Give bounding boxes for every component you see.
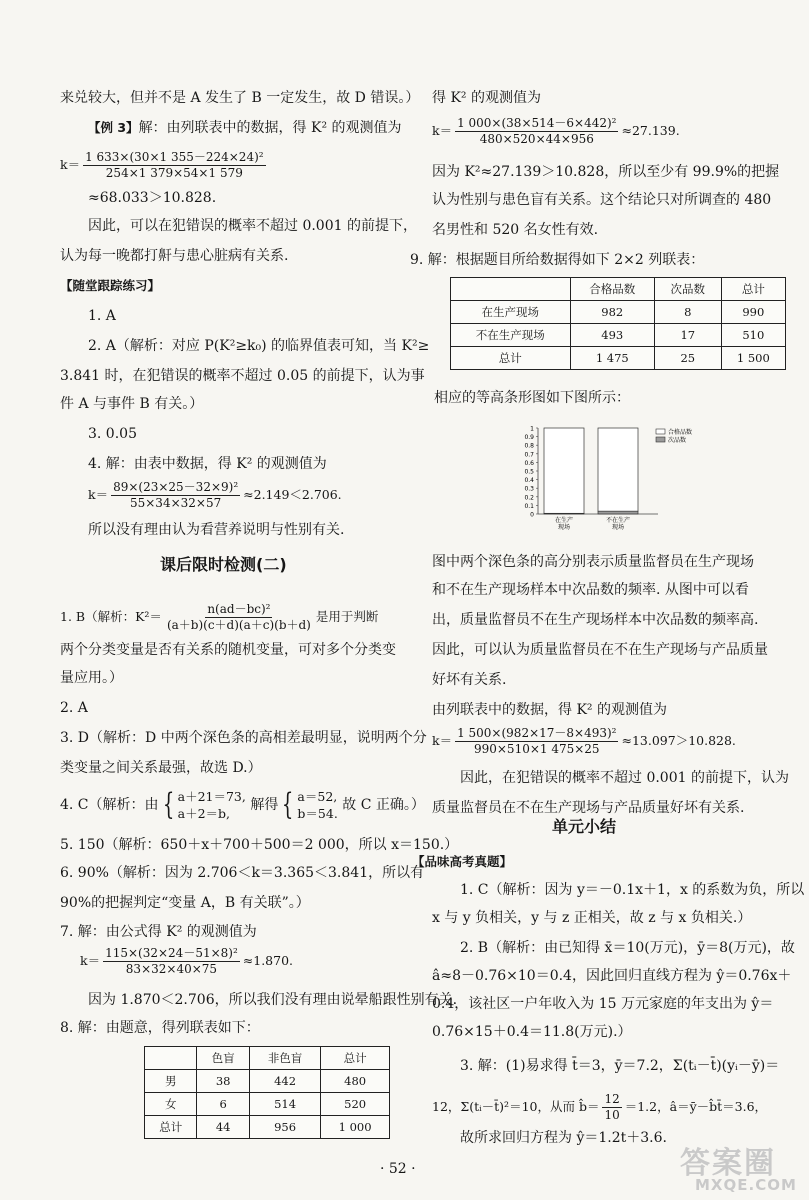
numerator: 1 000×(38×514－6×442)² bbox=[457, 116, 617, 130]
text-line: 因此，可以在犯错误的概率不超过 0.001 的前提下， bbox=[88, 218, 417, 234]
question-4 bbox=[60, 788, 425, 822]
table-cell: 956 bbox=[249, 1116, 320, 1139]
table-cell: 男 bbox=[145, 1070, 197, 1093]
contingency-table-8 bbox=[144, 1046, 390, 1139]
table-cell: 510 bbox=[721, 324, 785, 347]
table-cell: 38 bbox=[197, 1070, 249, 1093]
text-line: 类变量之间关系最强，故选 D.） bbox=[60, 760, 262, 776]
denominator: 480×520×44×956 bbox=[479, 132, 594, 146]
table-header-cell: 非色盲 bbox=[249, 1047, 320, 1070]
table-cell: 982 bbox=[570, 301, 654, 324]
table-cell: 480 bbox=[321, 1070, 390, 1093]
q1-tail: 是用于判断 bbox=[315, 609, 379, 624]
bar-segment bbox=[598, 511, 638, 514]
legend-label: 次品数 bbox=[668, 437, 687, 444]
question-2: 2. A bbox=[60, 700, 88, 716]
table-row bbox=[145, 1070, 390, 1093]
category-label: 现场 bbox=[611, 524, 625, 531]
answer-3: 3. 0.05 bbox=[88, 426, 137, 442]
table-header-cell: 色盲 bbox=[197, 1047, 249, 1070]
equation: a＋21＝73, bbox=[177, 789, 246, 804]
numerator: 12 bbox=[604, 1092, 620, 1106]
table-cell: 不在生产现场 bbox=[451, 324, 571, 347]
table-cell: 990 bbox=[721, 301, 785, 324]
table-cell: 25 bbox=[654, 347, 721, 370]
text-line: 3.841 时，在犯错误的概率不超过 0.05 的前提下，认为事 bbox=[60, 368, 425, 384]
category-label: 在生产 bbox=[554, 517, 574, 524]
table-cell: 在生产现场 bbox=[451, 301, 571, 324]
table-cell: 女 bbox=[145, 1093, 197, 1116]
denominator: 990×510×1 475×25 bbox=[473, 742, 600, 756]
table-cell: 514 bbox=[249, 1093, 320, 1116]
question-7: 7. 解：由公式得 K² 的观测值为 bbox=[60, 924, 257, 940]
text-line: 好坏有关系. bbox=[432, 672, 507, 688]
answer-2: 2. A（解析：对应 P(K²≥k₀) 的临界值表可知，当 K²≥ bbox=[88, 338, 430, 354]
text-line: 得 K² 的观测值为 bbox=[432, 90, 541, 106]
text-line: x 与 y 负相关，y 与 z 正相关，故 z 与 x 负相关.） bbox=[432, 910, 752, 926]
text-line: 两个分类变量是否有关系的随机变量，可对多个分类变 bbox=[60, 642, 396, 658]
denominator: 10 bbox=[604, 1108, 620, 1122]
q4-label: 4. C（解析：由 bbox=[60, 797, 159, 813]
y-tick-label: 0.4 bbox=[524, 477, 534, 485]
example-tag: 【例 3】 bbox=[88, 120, 139, 135]
text-line: 图中两个深色条的高分别表示质量监督员在生产现场 bbox=[432, 554, 754, 570]
denominator: 55×34×32×57 bbox=[129, 496, 222, 510]
text-line: 件 A 与事件 B 有关。） bbox=[60, 396, 204, 412]
formula-result: ≈2.149＜2.706. bbox=[243, 487, 342, 502]
formula-result: ≈68.033＞10.828. bbox=[88, 190, 217, 206]
table-row bbox=[145, 1116, 390, 1139]
table-header-cell: 次品数 bbox=[654, 278, 721, 301]
text-line: 90%的把握判定“变量 A，B 有关联”。） bbox=[60, 895, 310, 911]
question-3: 3. D（解析：D 中两个深色条的高相差最明显，说明两个分 bbox=[60, 730, 427, 746]
chart-intro: 相应的等高条形图如下图所示： bbox=[434, 390, 630, 406]
fraction bbox=[111, 480, 240, 511]
fraction bbox=[103, 946, 240, 977]
y-tick-label: 0.2 bbox=[524, 494, 534, 502]
numerator: 1 500×(982×17－8×493)² bbox=[457, 726, 617, 740]
text-line: 0.4，该社区一户年收入为 15 万元家庭的年支出为 ŷ＝ bbox=[432, 996, 774, 1012]
table-header-row bbox=[145, 1047, 390, 1070]
formula-p4 bbox=[88, 480, 342, 511]
y-tick-label: 0.1 bbox=[524, 502, 534, 510]
table-cell: 493 bbox=[570, 324, 654, 347]
q4-tail: 故 C 正确。） bbox=[342, 797, 425, 813]
text-line: 和不在生产现场样本中次品数的频率. 从图中可以看 bbox=[432, 582, 749, 598]
gaokao-3: 3. 解：(1)易求得 t̄＝3，ȳ＝7.2，Σ(tᵢ－t̄)(yᵢ－ȳ)＝ bbox=[460, 1058, 780, 1074]
equation-system bbox=[178, 788, 246, 822]
y-tick-label: 0.3 bbox=[524, 485, 534, 493]
legend-swatch bbox=[656, 437, 665, 442]
table-header-cell bbox=[451, 278, 571, 301]
table-cell: 8 bbox=[654, 301, 721, 324]
question-9: 9. 解：根据题目所给数据得如下 2×2 列联表： bbox=[410, 252, 705, 268]
bar-segment bbox=[544, 428, 584, 513]
y-tick-label: 1 bbox=[530, 425, 534, 433]
section-title: 课后限时检测(二) bbox=[160, 555, 287, 574]
table-header-cell: 总计 bbox=[321, 1047, 390, 1070]
formula-r1 bbox=[432, 116, 680, 147]
stacked-bar-chart bbox=[508, 418, 713, 538]
text-line: 认为每一晚都打鼾与患心脏病有关系. bbox=[60, 248, 289, 264]
table-header-cell: 总计 bbox=[721, 278, 785, 301]
category-label: 不在生产 bbox=[605, 517, 631, 524]
watermark-url: MXQE.COM bbox=[695, 1176, 797, 1194]
table-cell: 1 475 bbox=[570, 347, 654, 370]
numerator: 1 633×(30×1 355－224×24)² bbox=[85, 150, 264, 164]
table-row bbox=[145, 1093, 390, 1116]
y-tick-label: 0.9 bbox=[524, 434, 534, 442]
y-tick-label: 0 bbox=[530, 511, 534, 519]
text-line: 故所求回归方程为 ŷ＝1.2t＋3.6. bbox=[460, 1130, 667, 1146]
table-cell: 17 bbox=[654, 324, 721, 347]
text-line: 出，质量监督员不在生产现场样本中次品数的频率高. bbox=[432, 612, 759, 628]
y-tick-label: 0.8 bbox=[524, 442, 534, 450]
y-tick-label: 0.6 bbox=[524, 459, 534, 467]
numerator: 115×(32×24－51×8)² bbox=[105, 946, 238, 960]
denominator: 254×1 379×54×1 579 bbox=[105, 166, 243, 180]
table-row bbox=[451, 301, 786, 324]
fraction bbox=[455, 116, 618, 147]
fraction bbox=[83, 150, 266, 181]
formula-q7 bbox=[80, 946, 293, 977]
text-line: 来兑较大，但并不是 A 发生了 B 一定发生，故 D 错误。） bbox=[60, 90, 420, 106]
formula-k: k＝ bbox=[88, 487, 109, 502]
section-tag bbox=[412, 852, 512, 872]
gaokao-2: 2. B（解析：由已知得 x̄＝10(万元)，ȳ＝8(万元)，故 bbox=[460, 940, 795, 956]
formula-k: k＝ bbox=[60, 157, 81, 172]
numerator: 89×(23×25－32×9)² bbox=[113, 480, 239, 494]
formula-k: k＝ bbox=[80, 953, 101, 968]
q4-mid: 解得 bbox=[250, 797, 279, 813]
text-line: 由列联表中的数据，得 K² 的观测值为 bbox=[432, 702, 667, 718]
q1-label: 1. B（解析：K²＝ bbox=[60, 609, 162, 624]
answer-1: 1. A bbox=[88, 308, 116, 324]
text-line: 0.76×15＋0.4＝11.8(万元).） bbox=[432, 1024, 632, 1040]
legend-swatch bbox=[656, 429, 665, 434]
text-line: 量应用。） bbox=[60, 670, 123, 686]
question-1 bbox=[60, 602, 378, 633]
text-line: 因此，在犯错误的概率不超过 0.001 的前提下，认为 bbox=[460, 770, 789, 786]
formula-result: ≈1.870. bbox=[242, 953, 293, 968]
table-cell: 总计 bbox=[451, 347, 571, 370]
table-cell: 520 bbox=[321, 1093, 390, 1116]
table-header-cell bbox=[145, 1047, 197, 1070]
example-text: 解：由列联表中的数据，得 K² 的观测值为 bbox=[138, 120, 402, 136]
watermark-logo: 答案圈 bbox=[680, 1146, 776, 1181]
brace-icon: { bbox=[162, 787, 174, 822]
table-cell: 总计 bbox=[145, 1116, 197, 1139]
text-line: 质量监督员在不在生产现场与产品质量好坏有关系. bbox=[432, 800, 745, 816]
table-header-row bbox=[451, 278, 786, 301]
table-cell: 1 500 bbox=[721, 347, 785, 370]
bar-segment bbox=[598, 428, 638, 511]
numerator: n(ad－bc)² bbox=[207, 602, 271, 616]
text-line: 因为 1.870＜2.706，所以我们没有理由说晕船跟性别有关. bbox=[88, 992, 458, 1008]
denominator: (a＋b)(c＋d)(a＋c)(b＋d) bbox=[166, 618, 311, 632]
equation: a＋2＝b, bbox=[177, 806, 231, 821]
fraction bbox=[455, 726, 618, 757]
answer-4: 4. 解：由表中数据，得 K² 的观测值为 bbox=[88, 456, 327, 472]
fraction bbox=[602, 1092, 621, 1123]
formula-ex3 bbox=[60, 150, 269, 181]
text-line: 所以没有理由认为看营养说明与性别有关. bbox=[88, 522, 345, 538]
solution: a＝52, bbox=[297, 789, 338, 804]
fraction bbox=[165, 602, 313, 633]
solution: b＝54. bbox=[297, 806, 338, 821]
text-line: 名男性和 520 名女性有效. bbox=[432, 222, 599, 238]
formula-k: k＝ bbox=[432, 733, 453, 748]
text-line: 因为 K²≈27.139＞10.828，所以至少有 99.9%的把握 bbox=[432, 164, 780, 180]
table-cell: 1 000 bbox=[321, 1116, 390, 1139]
question-6: 6. 90%（解析：因为 2.706＜k＝3.365＜3.841，所以有 bbox=[60, 865, 425, 881]
text-line: 因此，可以认为质量监督员在不在生产现场与产品质量 bbox=[432, 642, 768, 658]
table-cell: 44 bbox=[197, 1116, 249, 1139]
question-5: 5. 150（解析：650＋x＋700＋500＝2 000，所以 x＝150.） bbox=[60, 837, 459, 853]
g3-tail: ＝1.2，â＝ȳ－b̂t̄＝3.6， bbox=[624, 1099, 768, 1114]
formula-result: ≈27.139. bbox=[621, 123, 680, 138]
example-3 bbox=[88, 118, 402, 138]
text-line: 认为性别与患色盲有关系。这个结论只对所调查的 480 bbox=[432, 192, 772, 208]
practice-tag: 【随堂跟踪练习】 bbox=[60, 278, 161, 293]
brace-icon: { bbox=[282, 787, 294, 822]
denominator: 83×32×40×75 bbox=[125, 962, 218, 976]
formula-r2 bbox=[432, 726, 736, 757]
category-label: 现场 bbox=[557, 524, 571, 531]
table-row bbox=[451, 347, 786, 370]
text-line bbox=[432, 1092, 767, 1123]
formula-result: ≈13.097＞10.828. bbox=[621, 733, 736, 748]
y-tick-label: 0.7 bbox=[524, 451, 534, 459]
formula-k: k＝ bbox=[432, 123, 453, 138]
table-cell: 6 bbox=[197, 1093, 249, 1116]
g3-pre: 12，Σ(tᵢ－t̄)²＝10，从而 b̂＝ bbox=[432, 1099, 600, 1114]
legend-label: 合格品数 bbox=[668, 429, 693, 436]
question-8: 8. 解：由题意，得列联表如下： bbox=[60, 1020, 260, 1036]
y-tick-label: 0.5 bbox=[524, 468, 534, 476]
section-tag bbox=[60, 276, 160, 296]
table-row bbox=[451, 324, 786, 347]
unit-title: 单元小结 bbox=[552, 817, 617, 836]
table-cell: 442 bbox=[249, 1070, 320, 1093]
solution-system bbox=[297, 788, 337, 822]
gaokao-tag: 【品味高考真题】 bbox=[412, 854, 513, 869]
gaokao-1: 1. C（解析：因为 y＝－0.1x＋1，x 的系数为负，所以 bbox=[460, 882, 805, 898]
text-line: â≈8－0.76×10＝0.4，因此回归直线方程为 ŷ＝0.76x＋ bbox=[432, 968, 792, 984]
contingency-table-9 bbox=[450, 277, 786, 370]
page-number: · 52 · bbox=[380, 1161, 416, 1177]
table-header-cell: 合格品数 bbox=[570, 278, 654, 301]
